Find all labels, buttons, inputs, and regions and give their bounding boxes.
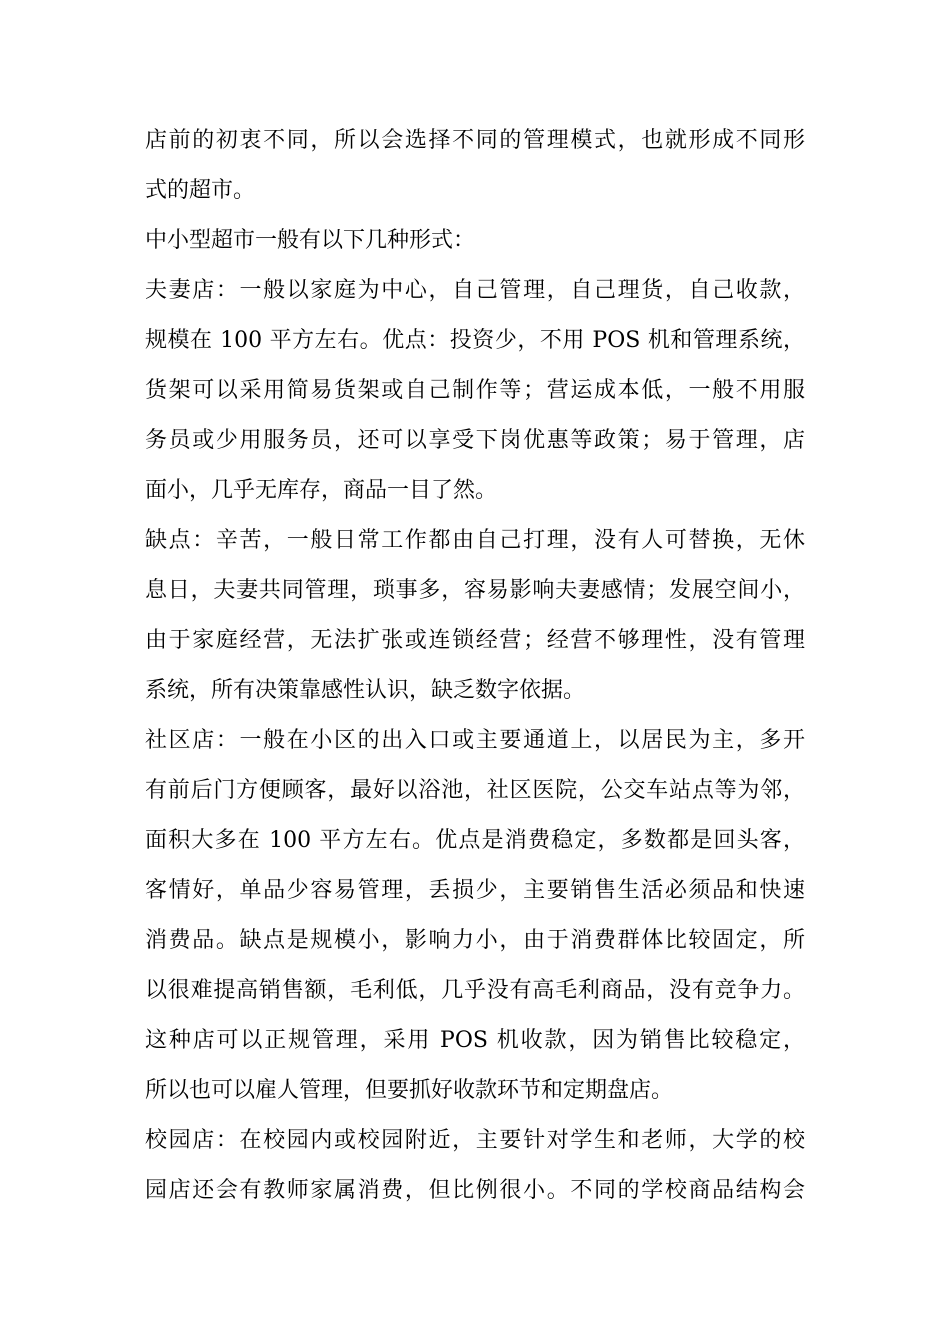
text-line: 店前的初衷不同，所以会选择不同的管理模式，也就形成不同形 bbox=[145, 128, 805, 153]
text-line: 社区店：一般在小区的出入口或主要通道上，以居民为主，多开 bbox=[145, 728, 805, 753]
text-line: 园店还会有教师家属消费，但比例很小。不同的学校商品结构会 bbox=[145, 1178, 805, 1203]
text-line: 校园店：在校园内或校园附近，主要针对学生和老师，大学的校 bbox=[145, 1128, 805, 1153]
text-line: 息日，夫妻共同管理，琐事多，容易影响夫妻感情；发展空间小， bbox=[145, 578, 805, 603]
text-line: 式的超市。 bbox=[145, 178, 256, 203]
text-line: 中小型超市一般有以下几种形式： bbox=[145, 228, 476, 253]
text-line: 消费品。缺点是规模小，影响力小，由于消费群体比较固定，所 bbox=[145, 928, 805, 953]
text-line: 以很难提高销售额，毛利低，几乎没有高毛利商品，没有竞争力。 bbox=[145, 978, 805, 1003]
text-line: 面积大多在 100 平方左右。优点是消费稳定，多数都是回头客， bbox=[145, 828, 805, 853]
text-line: 夫妻店：一般以家庭为中心，自己管理，自己理货，自己收款， bbox=[145, 278, 805, 303]
text-line: 有前后门方便顾客，最好以浴池，社区医院，公交车站点等为邻， bbox=[145, 778, 805, 803]
text-line: 系统，所有决策靠感性认识，缺乏数字依据。 bbox=[145, 678, 586, 703]
text-line: 这种店可以正规管理，采用 POS 机收款，因为销售比较稳定， bbox=[145, 1028, 805, 1053]
text-line: 客情好，单品少容易管理，丢损少，主要销售生活必须品和快速 bbox=[145, 878, 805, 903]
text-line: 面小，几乎无库存，商品一目了然。 bbox=[145, 478, 498, 503]
text-line: 货架可以采用简易货架或自己制作等；营运成本低，一般不用服 bbox=[145, 378, 805, 403]
text-line: 由于家庭经营，无法扩张或连锁经营；经营不够理性，没有管理 bbox=[145, 628, 805, 653]
text-line: 所以也可以雇人管理，但要抓好收款环节和定期盘店。 bbox=[145, 1078, 674, 1103]
text-line: 务员或少用服务员，还可以享受下岗优惠等政策；易于管理，店 bbox=[145, 428, 805, 453]
text-line: 规模在 100 平方左右。优点：投资少，不用 POS 机和管理系统， bbox=[145, 328, 805, 353]
text-line: 缺点：辛苦，一般日常工作都由自己打理，没有人可替换，无休 bbox=[145, 528, 805, 553]
document-body bbox=[145, 116, 805, 1216]
